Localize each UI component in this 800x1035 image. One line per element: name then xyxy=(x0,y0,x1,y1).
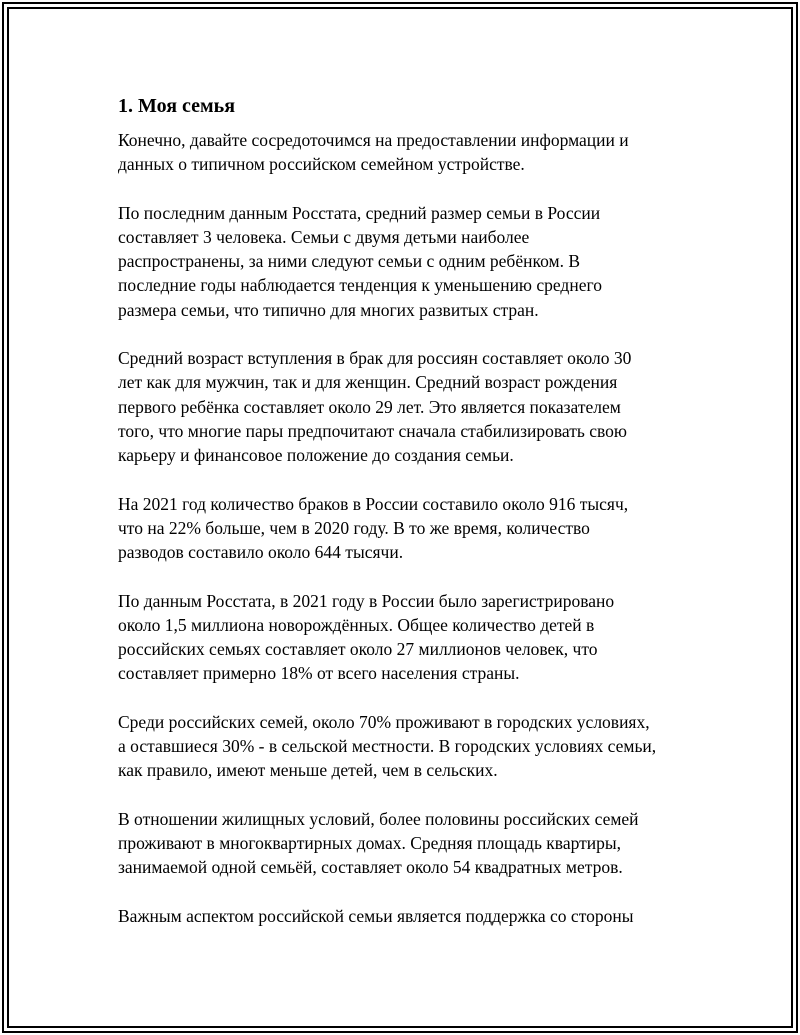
section-heading: 1. Моя семья xyxy=(118,95,236,117)
paragraph-line: размера семьи, что типично для многих развитых стран. xyxy=(118,299,539,320)
paragraph-line: того, что многие пары предпочитают сначала стабилизировать свою xyxy=(118,420,627,441)
paragraph-line: лет как для мужчин, так и для женщин. Средний возраст рождения xyxy=(118,372,618,393)
paragraph-3 xyxy=(118,346,698,467)
paragraph-line: как правило, имеют меньше детей, чем в сельских. xyxy=(118,760,498,781)
paragraph-line: На 2021 год количество браков в России составило около 916 тысяч, xyxy=(118,493,629,514)
paragraph-7 xyxy=(118,807,698,880)
paragraph-2 xyxy=(118,201,698,322)
paragraph-line: Средний возраст вступления в брак для россиян составляет около 30 xyxy=(118,348,632,369)
paragraph-line: По данным Росстата, в 2021 году в России было зарегистрировано xyxy=(118,590,615,611)
paragraph-line: первого ребёнка составляет около 29 лет. Это является показателем xyxy=(118,396,621,417)
paragraph-8 xyxy=(118,904,698,928)
document-body xyxy=(118,92,698,952)
paragraph-line: Важным аспектом российской семьи является поддержка со стороны xyxy=(118,905,634,926)
paragraph-line: российских семьях составляет около 27 миллионов человек, что xyxy=(118,639,598,660)
paragraph-4 xyxy=(118,492,698,565)
paragraph-line: составляет примерно 18% от всего населения страны. xyxy=(118,663,520,684)
paragraph-line: проживают в многоквартирных домах. Средняя площадь квартиры, xyxy=(118,833,622,854)
paragraph-line: составляет 3 человека. Семьи с двумя детьми наиболее xyxy=(118,227,530,247)
paragraph-line: а оставшиеся 30% - в сельской местности. В городских условиях семьи, xyxy=(118,736,657,757)
paragraph-line: Среди российских семей, около 70% проживают в городских условиях, xyxy=(118,711,650,732)
paragraph-line: В отношении жилищных условий, более половины российских семей xyxy=(118,808,639,829)
paragraph-5 xyxy=(118,589,698,686)
paragraph-line: По последним данным Росстата, средний размер семьи в России xyxy=(118,202,601,223)
paragraph-line: распространены, за ними следуют семьи с одним ребёнком. В xyxy=(118,251,580,272)
paragraph-line: занимаемой одной семьёй, составляет около 54 квадратных метров. xyxy=(118,857,623,878)
paragraph-line: данных о типичном российском семейном устройстве. xyxy=(118,154,525,175)
paragraph-line: разводов составило около 644 тысячи. xyxy=(118,542,404,563)
paragraph-line: Конечно, давайте сосредоточимся на предоставлении информации и xyxy=(118,130,629,150)
paragraph-1 xyxy=(118,128,698,176)
paragraph-line: что на 22% больше, чем в 2020 году. В то же время, количество xyxy=(118,517,590,538)
paragraph-6 xyxy=(118,710,698,783)
paragraph-line: карьеру и финансовое положение до создания семьи. xyxy=(118,445,514,466)
paragraph-line: около 1,5 миллиона новорождённых. Общее количество детей в xyxy=(118,614,595,635)
paragraph-line: последние годы наблюдается тенденция к уменьшению среднего xyxy=(118,275,602,296)
